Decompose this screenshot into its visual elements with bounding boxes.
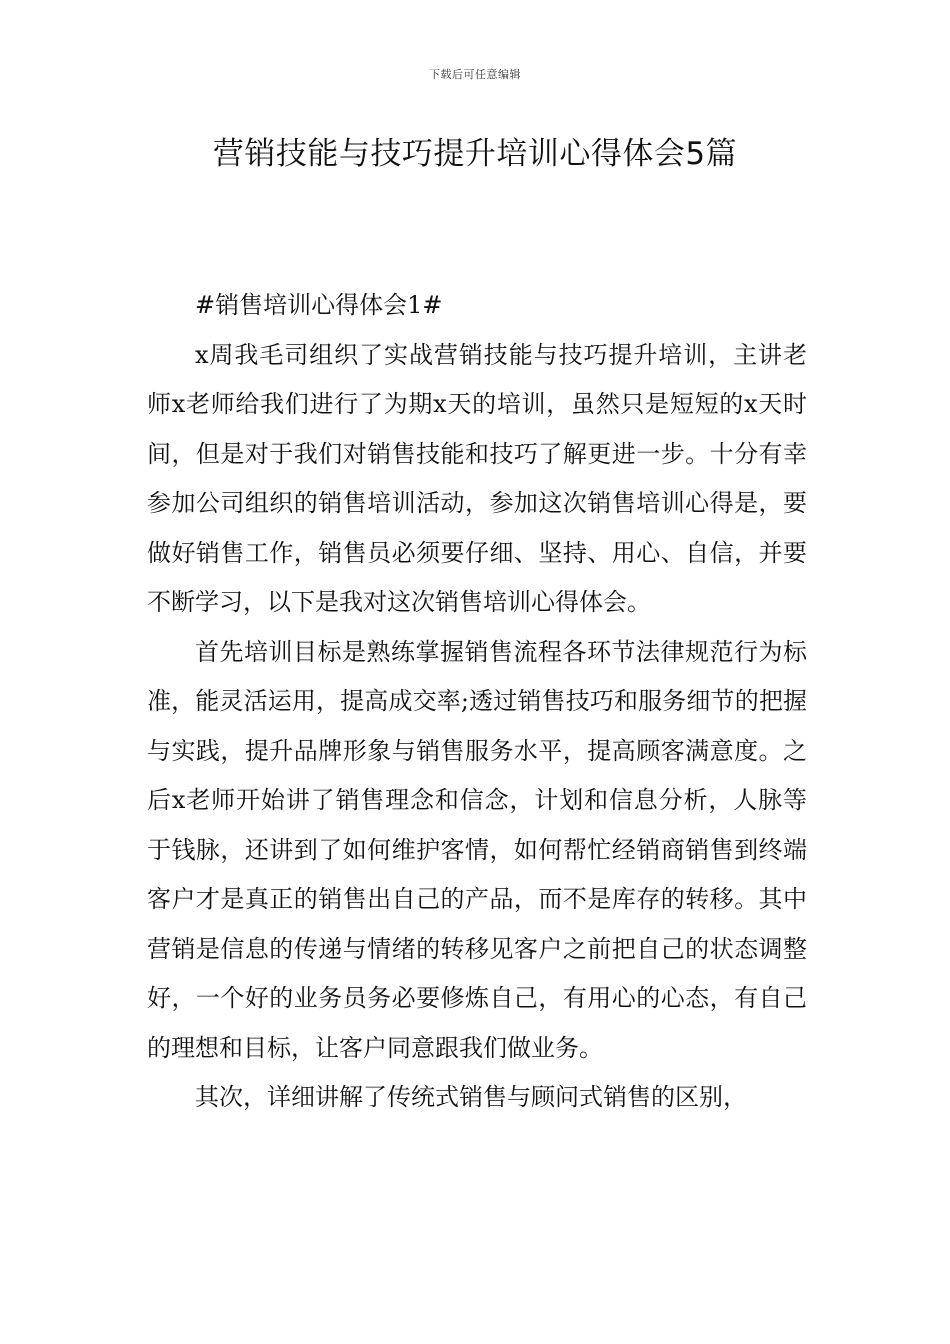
header-note: 下载后可任意编辑	[429, 68, 521, 81]
paragraph-1: x周我毛司组织了实战营销技能与技巧提升培训，主讲老师x老师给我们进行了为期x天的培训，虽然只是短短的x天时间，但是对于我们对销售技能和技巧了解更进一步。十分有幸参加公司组织的销售培训活动，参加这次销售培训心得是，要做好销售工作，销售员必须要仔细、坚持、用心、自信，并要不断学习，以下是我对这次销售培训心得体会。	[147, 340, 807, 616]
document-body	[147, 281, 807, 1123]
document-title: 营销技能与技巧提升培训心得体会5篇	[212, 136, 738, 172]
paragraph-2: 首先培训目标是熟练掌握销售流程各环节法律规范行为标准，能灵活运用，提高成交率;透过销售技巧和服务细节的把握与实践，提升品牌形象与销售服务水平，提高顾客满意度。之后x老师开始讲了销售理念和信念，计划和信息分析，人脉等于钱脉，还讲到了如何维护客情，如何帮忙经销商销售到终端客户才是真正的销售出自己的产品，而不是库存的转移。其中营销是信息的传递与情绪的转移见客户之前把自己的状态调整好，一个好的业务员务必要修炼自己，有用心的心态，有自己的理想和目标，让客户同意跟我们做业务。	[147, 637, 807, 1062]
paragraph-3: 其次，详细讲解了传统式销售与顾问式销售的区别，	[195, 1083, 747, 1111]
section-heading: #销售培训心得体会1#	[195, 291, 443, 319]
